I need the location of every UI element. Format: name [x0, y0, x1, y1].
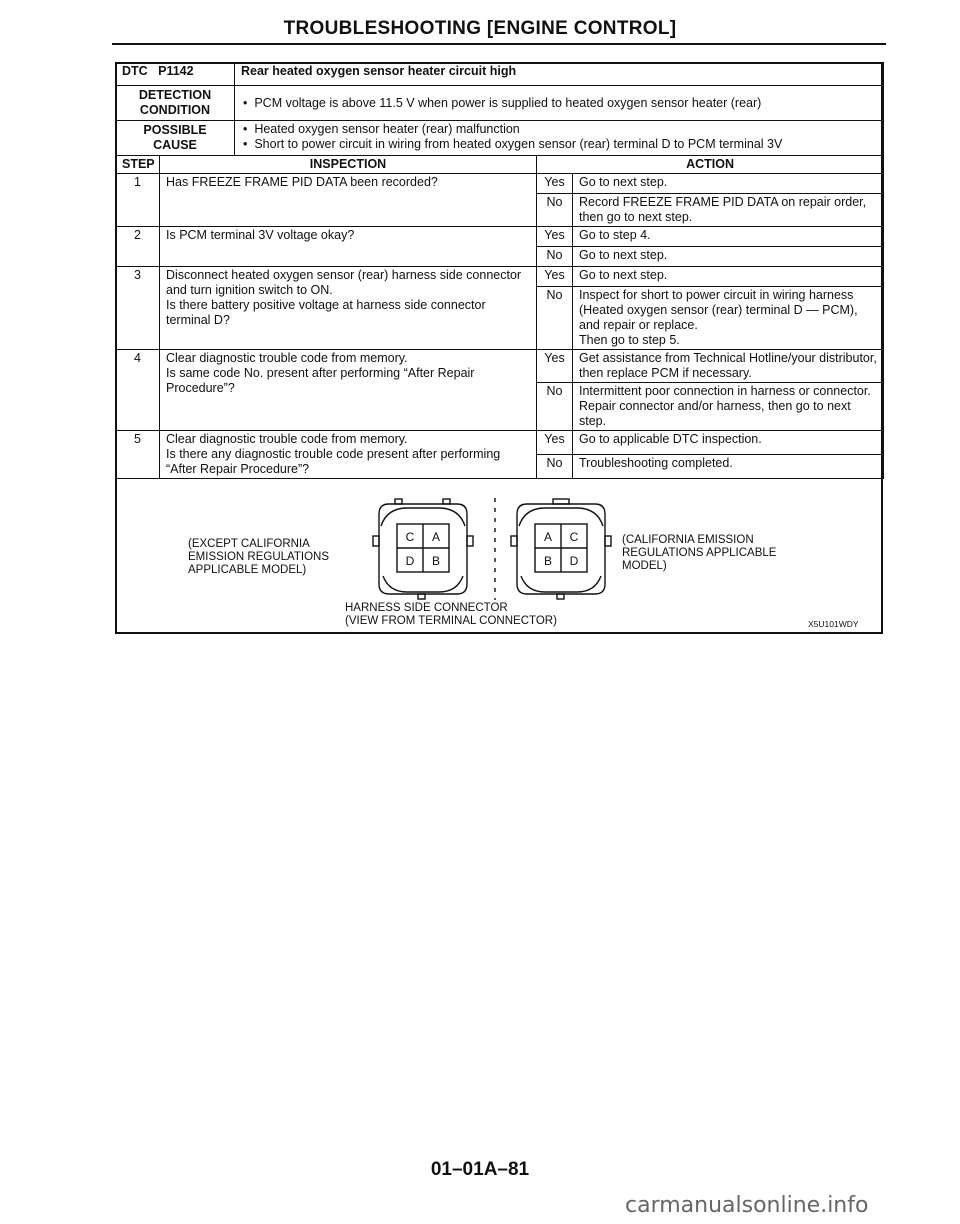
possible-cause-item: • Heated oxygen sensor heater (rear) malfunction	[243, 122, 520, 136]
yes-label: Yes	[537, 431, 573, 455]
step-inspection: Is PCM terminal 3V voltage okay?	[160, 227, 537, 267]
page-number: 01–01A–81	[430, 1159, 530, 1180]
yes-action: Go to step 4.	[573, 227, 884, 247]
left-pin-2: A	[431, 530, 441, 544]
yes-label: Yes	[537, 227, 573, 247]
col-header-action: ACTION	[537, 156, 884, 174]
header-rule	[112, 43, 886, 45]
left-connector	[373, 499, 473, 599]
col-header-inspection: INSPECTION	[160, 156, 537, 174]
no-label: No	[537, 247, 573, 267]
no-action: Troubleshooting completed.	[573, 455, 884, 479]
yes-action: Go to next step.	[573, 267, 884, 287]
no-label: No	[537, 455, 573, 479]
left-pin-4: B	[431, 554, 441, 568]
possible-cause-label: POSSIBLE CAUSE	[116, 121, 235, 156]
no-label: No	[537, 287, 573, 350]
step-number: 4	[116, 350, 160, 431]
step-inspection: Has FREEZE FRAME PID DATA been recorded?	[160, 174, 537, 227]
page-header-title: TROUBLESHOOTING [ENGINE CONTROL]	[283, 18, 677, 39]
dtc-description: Rear heated oxygen sensor heater circuit high	[235, 63, 884, 86]
dtc-label: DTC	[122, 64, 148, 78]
yes-action: Get assistance from Technical Hotline/your distributor, then replace PCM if necessary.	[573, 350, 884, 383]
no-action: Inspect for short to power circuit in wiring harness (Heated oxygen sensor (rear) terminal D — PCM), and repair or replace. Then go to step 5.	[573, 287, 884, 350]
no-label: No	[537, 383, 573, 431]
right-connector-caption: (CALIFORNIA EMISSION REGULATIONS APPLICABLE MODEL)	[622, 534, 777, 572]
step-inspection: Clear diagnostic trouble code from memory. Is there any diagnostic trouble code present after performing “After Repair Procedure”?	[160, 431, 537, 479]
step-inspection: Clear diagnostic trouble code from memory. Is same code No. present after performing “After Repair Procedure”?	[160, 350, 537, 431]
right-pin-3: B	[543, 554, 553, 568]
yes-label: Yes	[537, 174, 573, 194]
step-inspection: Disconnect heated oxygen sensor (rear) harness side connector and turn ignition switch to ON. Is there battery positive voltage at harness side connector terminal D?	[160, 267, 537, 350]
detection-label: DETECTION CONDITION	[116, 86, 235, 121]
yes-action: Go to applicable DTC inspection.	[573, 431, 884, 455]
yes-label: Yes	[537, 350, 573, 383]
step-number: 3	[116, 267, 160, 350]
detection-item: • PCM voltage is above 11.5 V when power is supplied to heated oxygen sensor heater (rear)	[243, 95, 762, 110]
no-action: Go to next step.	[573, 247, 884, 267]
left-connector-caption: (EXCEPT CALIFORNIA EMISSION REGULATIONS APPLICABLE MODEL)	[188, 538, 330, 576]
step-number: 1	[116, 174, 160, 227]
step-number: 5	[116, 431, 160, 479]
no-label: No	[537, 194, 573, 227]
dtc-code: P1142	[158, 64, 194, 78]
no-action: Intermittent poor connection in harness or connector. Repair connector and/or harness, then go to next step.	[573, 383, 884, 431]
right-pin-2: C	[569, 530, 579, 544]
yes-action: Go to next step.	[573, 174, 884, 194]
col-header-step: STEP	[116, 156, 160, 174]
left-pin-3: D	[405, 554, 415, 568]
connector-figure	[117, 496, 881, 632]
left-pin-1: C	[405, 530, 415, 544]
right-pin-4: D	[569, 554, 579, 568]
harness-connector-caption: HARNESS SIDE CONNECTOR (VIEW FROM TERMINAL CONNECTOR)	[345, 602, 557, 627]
right-pin-1: A	[543, 530, 553, 544]
possible-cause-item: • Short to power circuit in wiring from heated oxygen sensor (rear) terminal D to PCM terminal 3V	[243, 137, 783, 151]
right-connector	[511, 499, 611, 599]
yes-label: Yes	[537, 267, 573, 287]
no-action: Record FREEZE FRAME PID DATA on repair order, then go to next step.	[573, 194, 884, 227]
step-number: 2	[116, 227, 160, 267]
watermark: carmanualsonline.info	[625, 1193, 869, 1218]
figure-code: X5U101WDY	[808, 619, 859, 629]
